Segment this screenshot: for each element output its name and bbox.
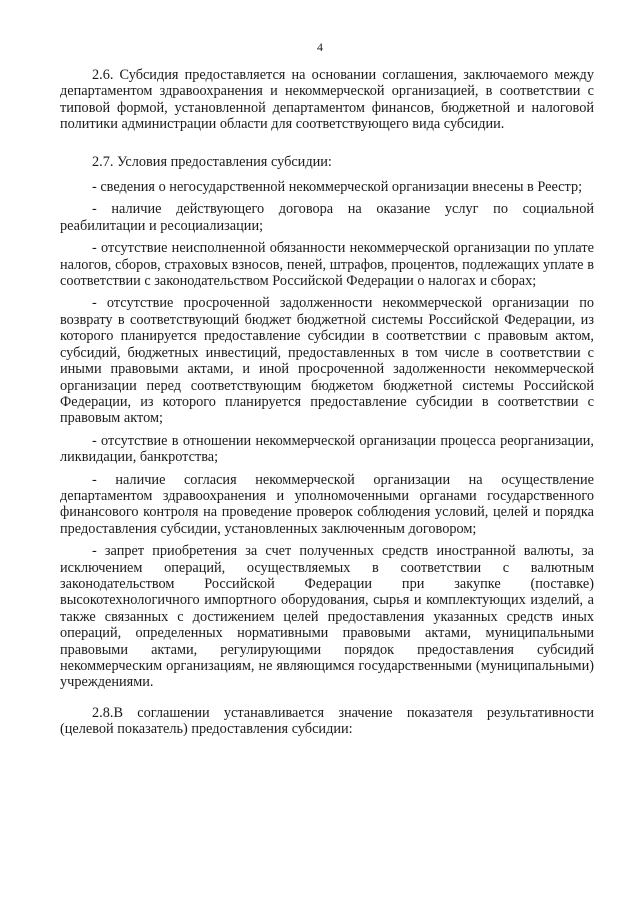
condition-no-tax-arrears: - отсутствие неисполненной обязанности некоммерческой организации по уплате налогов, сборов, страховых взносов, пеней, штрафов, процентов, подлежащих уплате в соответствии с законодательством Российской Федерации о налогах и сборах; [60, 240, 594, 290]
condition-service-contract: - наличие действующего договора на оказание услуг по социальной реабилитации и ресоциализации; [60, 201, 594, 234]
condition-registry: - сведения о негосударственной некоммерческой организации внесены в Реестр; [92, 179, 583, 196]
clause-2-8: 2.8.В соглашении устанавливается значение показателя результативности (целевой показатель) предоставления субсидии: [60, 704, 594, 738]
clause-2-6: 2.6. Субсидия предоставляется на основании соглашения, заключаемого между департаментом здравоохранения и некоммерческой организацией, в соответствии с типовой формой, установленной департаментом финансов, бюджетной и налоговой политики администрации области для соответствующего вида субсидии. [60, 67, 594, 133]
condition-currency-ban: - запрет приобретения за счет полученных средств иностранной валюты, за исключением операций, осуществляемых в соответствии с валютным законодательством Российской Федерации при закупке (поставке) высокотехнологичного импортного оборудования, сырья и комплектующих изделий, а также связанных с достижением целей предоставления указанных средств иных операций, определенных нормативными правовыми актами, муниципальными правовыми актами, регулирующими порядок предоставления субсидий некоммерческим организациям, не являющимся государственными (муниципальными) учреждениями. [60, 543, 594, 691]
condition-audit-consent: - наличие согласия некоммерческой организации на осуществление департаментом здравоохранения и уполномоченными органами государственного финансового контроля на проведение проверок соблюдения условий, целей и порядка предоставления субсидии, установленных заключенным договором; [60, 471, 594, 537]
clause-2-7-heading: 2.7. Условия предоставления субсидии: [92, 153, 332, 170]
condition-no-reorganization: - отсутствие в отношении некоммерческой организации процесса реорганизации, ликвидации, банкротства; [60, 432, 594, 466]
page-number: 4 [317, 40, 323, 54]
document-body [60, 67, 594, 753]
condition-no-overdue-debt: - отсутствие просроченной задолженности некоммерческой организации по возврату в соответствующий бюджет бюджетной системы Российской Федерации, из которого планируется предоставление субсидии в соответствии с правовым актом, субсидий, бюджетных инвестиций, предоставленных в том числе в соответствии с иными правовыми актами, и иной просроченной задолженности некоммерческой организации перед соответствующим бюджетом бюджетной системы Российской Федерации, из которого планируется предоставление субсидии в соответствии с правовым актом; [60, 295, 594, 427]
